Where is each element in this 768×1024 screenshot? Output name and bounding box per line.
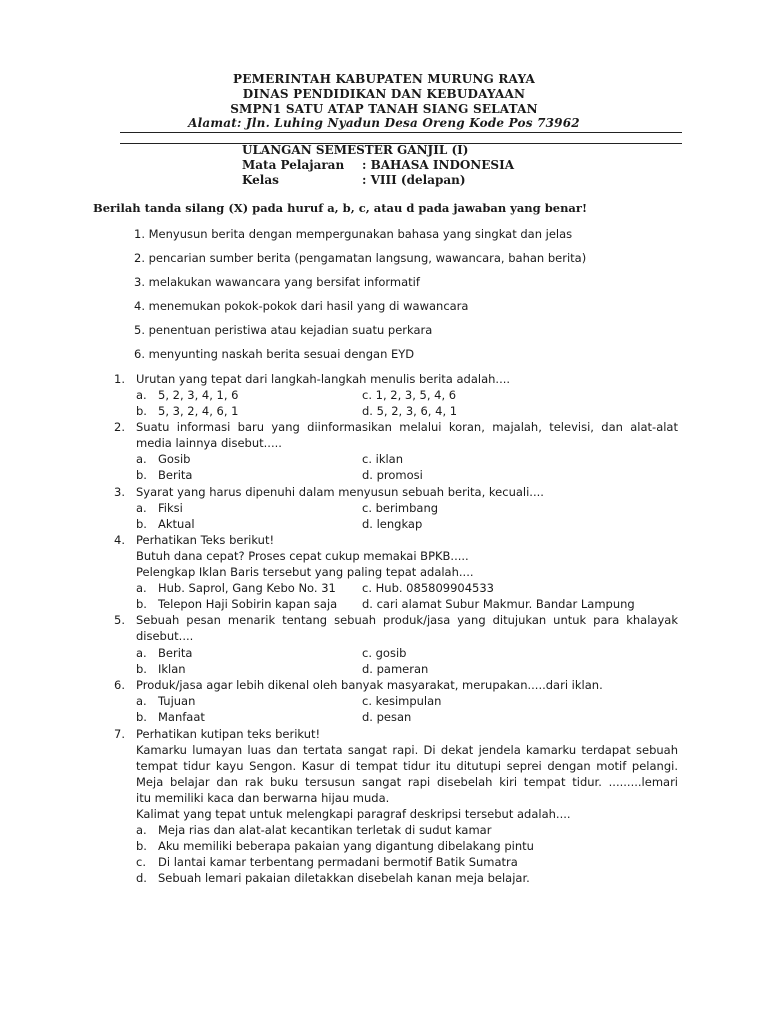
option-letter: b. (136, 839, 147, 853)
option-letter: b. (136, 662, 147, 676)
header-department: DINAS PENDIDIKAN DAN KEBUDAYAAN (242, 87, 526, 101)
sentence-item: 1. Menyusun berita dengan mempergunakan bahasa yang singkat dan jelas (134, 227, 573, 241)
option-b: 5, 3, 2, 4, 6, 1 (158, 404, 239, 418)
question-number: 6. (114, 678, 125, 692)
sentence-item: 5. penentuan peristiwa atau kejadian suatu perkara (134, 323, 433, 337)
option-a: Hub. Saprol, Gang Kebo No. 31 (158, 581, 336, 595)
option-letter: a. (136, 388, 147, 402)
question-number: 3. (114, 485, 125, 499)
option-c: Di lantai kamar terbentang permadani bermotif Batik Sumatra (158, 855, 518, 869)
option-d: Sebuah lemari pakaian diletakkan disebelah kanan meja belajar. (158, 871, 530, 885)
question-text: disebut.... (136, 629, 194, 643)
class-value: : VIII (delapan) (362, 173, 466, 187)
question-number: 5. (114, 613, 125, 627)
option-letter: a. (136, 452, 147, 466)
sentence-item: 4. menemukan pokok-pokok dari hasil yang di wawancara (134, 299, 469, 313)
option-letter: a. (136, 646, 147, 660)
passage-line: tempat tidur kayu Sengon. Kasur di tempat tidur itu ditutupi seprei dengan motif pelangi. (136, 759, 678, 773)
option-b: Aku memiliki beberapa pakaian yang digantung dibelakang pintu (158, 839, 534, 853)
option-letter: a. (136, 694, 147, 708)
sentence-item: 3. melakukan wawancara yang bersifat informatif (134, 275, 420, 289)
question-text: Suatu informasi baru yang diinformasikan melalui koran, majalah, televisi, dan alat-alat (136, 420, 678, 434)
option-c: c. iklan (362, 452, 404, 466)
option-letter: b. (136, 468, 147, 482)
option-c: c. berimbang (362, 501, 439, 515)
option-c: c. Hub. 085809904533 (362, 581, 494, 595)
question-text: Sebuah pesan menarik tentang sebuah produk/jasa yang ditujukan untuk para khalayak (136, 613, 678, 627)
question-text: Produk/jasa agar lebih dikenal oleh banyak masyarakat, merupakan.....dari iklan. (136, 678, 603, 692)
question-number: 1. (114, 372, 125, 386)
question-text: Pelengkap Iklan Baris tersebut yang paling tepat adalah.... (136, 565, 474, 579)
option-b: Berita (158, 468, 193, 482)
option-letter: c. (136, 855, 146, 869)
option-d: d. lengkap (362, 517, 423, 531)
option-a: Berita (158, 646, 193, 660)
header-address: Alamat: Jln. Luhing Nyadun Desa Oreng Kode Pos 73962 (188, 116, 580, 130)
passage-line: itu memiliki kaca dan berwarna hijau muda. (136, 791, 390, 805)
class-label: Kelas (242, 173, 279, 187)
header-divider-top (120, 132, 682, 133)
option-letter: a. (136, 581, 147, 595)
option-letter: b. (136, 710, 147, 724)
option-d: d. pameran (362, 662, 429, 676)
sentence-item: 6. menyunting naskah berita sesuai dengan EYD (134, 347, 415, 361)
option-c: c. kesimpulan (362, 694, 442, 708)
passage-line: Kamarku lumayan luas dan tertata sangat rapi. Di dekat jendela kamarku terdapat sebuah (136, 743, 678, 757)
option-d: d. promosi (362, 468, 423, 482)
header-government: PEMERINTAH KABUPATEN MURUNG RAYA (233, 72, 535, 86)
question-text: Syarat yang harus dipenuhi dalam menyusun sebuah berita, kecuali.... (136, 485, 544, 499)
option-letter: a. (136, 823, 147, 837)
question-text: media lainnya disebut..... (136, 436, 282, 450)
option-b: Manfaat (158, 710, 205, 724)
header-school: SMPN1 SATU ATAP TANAH SIANG SELATAN (230, 102, 538, 116)
option-b: Iklan (158, 662, 186, 676)
option-a: Gosib (158, 452, 191, 466)
option-a: 5, 2, 3, 4, 1, 6 (158, 388, 239, 402)
question-number: 7. (114, 727, 125, 741)
question-text: Butuh dana cepat? Proses cepat cukup memakai BPKB..... (136, 549, 469, 563)
option-d: d. cari alamat Subur Makmur. Bandar Lampung (362, 597, 635, 611)
subject-label: Mata Pelajaran (242, 158, 345, 172)
instruction-text: Berilah tanda silang (X) pada huruf a, b, c, atau d pada jawaban yang benar! (93, 201, 587, 215)
option-d: d. 5, 2, 3, 6, 4, 1 (362, 404, 458, 418)
option-letter: a. (136, 501, 147, 515)
option-a: Fiksi (158, 501, 183, 515)
question-text: Perhatikan Teks berikut! (136, 533, 275, 547)
option-letter: b. (136, 597, 147, 611)
subject-value: : BAHASA INDONESIA (362, 158, 515, 172)
option-letter: b. (136, 517, 147, 531)
option-b: Telepon Haji Sobirin kapan saja (158, 597, 338, 611)
option-letter: d. (136, 871, 147, 885)
sentence-item: 2. pencarian sumber berita (pengamatan langsung, wawancara, bahan berita) (134, 251, 587, 265)
passage-line: Meja belajar dan rak buku tersusun sangat rapi disebelah kiri tempat tidur. .........lemari (136, 775, 678, 789)
option-a: Meja rias dan alat-alat kecantikan terletak di sudut kamar (158, 823, 492, 837)
question-text: Urutan yang tepat dari langkah-langkah menulis berita adalah.... (136, 372, 511, 386)
option-c: c. 1, 2, 3, 5, 4, 6 (362, 388, 457, 402)
option-c: c. gosib (362, 646, 407, 660)
question-number: 4. (114, 533, 125, 547)
question-number: 2. (114, 420, 125, 434)
option-a: Tujuan (158, 694, 196, 708)
question-text: Perhatikan kutipan teks berikut! (136, 727, 321, 741)
question-text: Kalimat yang tepat untuk melengkapi paragraf deskripsi tersebut adalah.... (136, 807, 571, 821)
option-d: d. pesan (362, 710, 412, 724)
option-letter: b. (136, 404, 147, 418)
option-b: Aktual (158, 517, 195, 531)
exam-title: ULANGAN SEMESTER GANJIL (I) (242, 143, 469, 157)
